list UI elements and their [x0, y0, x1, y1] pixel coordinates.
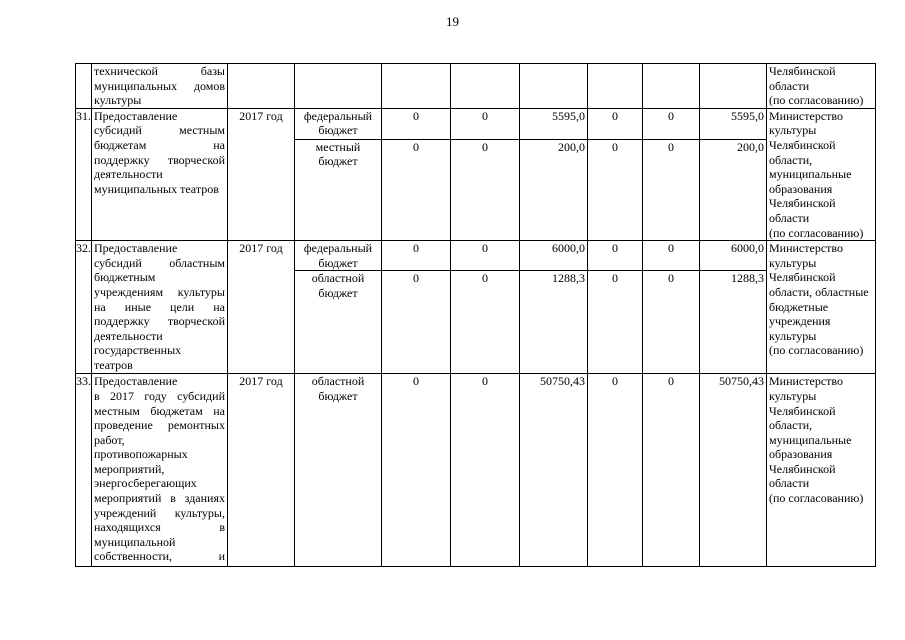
value-cell: 0 — [643, 241, 700, 271]
executor-cell: Челябинской области (по согласованию) — [767, 64, 876, 109]
value-cell: 0 — [588, 139, 643, 240]
value-cell: 0 — [451, 271, 520, 374]
executor-cell: Министерство культуры Челябинской области, муниципальные образования Челябинской области (по согласованию) — [767, 108, 876, 240]
value-cell: 50750,43 — [700, 374, 767, 567]
value-cell: 0 — [588, 241, 643, 271]
value-cell: 0 — [588, 108, 643, 139]
activity-name: Предоставление субсидий областным бюджетным учреждениям культуры на иные цели на поддержку творческой деятельности государственных театров — [92, 241, 228, 374]
row-number — [76, 64, 92, 109]
funding-source: местный бюджет — [295, 139, 382, 240]
value-cell: 1288,3 — [520, 271, 588, 374]
value-cell — [520, 64, 588, 109]
value-cell: 1288,3 — [700, 271, 767, 374]
activity-name: Предоставление в 2017 году субсидий местным бюджетам на проведение ремонтных работ, противопожарных мероприятий, энергосберегающих мероприятий в зданиях учреждений культуры, находящихся в муниципальной собственности, и — [92, 374, 228, 567]
executor-cell: Министерство культуры Челябинской области, муниципальные образования Челябинской области (по согласованию) — [767, 374, 876, 567]
table-row — [76, 374, 876, 567]
value-cell — [700, 64, 767, 109]
row-number: 32. — [76, 241, 92, 374]
year-cell — [228, 64, 295, 109]
funding-source: федеральный бюджет — [295, 108, 382, 139]
value-cell: 0 — [451, 241, 520, 271]
value-cell: 200,0 — [520, 139, 588, 240]
value-cell: 0 — [451, 108, 520, 139]
activity-name: технической базы муниципальных домов культуры — [92, 64, 228, 109]
value-cell: 5595,0 — [520, 108, 588, 139]
activity-name: Предоставление субсидий местным бюджетам на поддержку творческой деятельности муниципальных театров — [92, 108, 228, 240]
value-cell: 0 — [382, 108, 451, 139]
value-cell: 0 — [588, 374, 643, 567]
table-row — [76, 64, 876, 109]
executor-cell: Министерство культуры Челябинской области, областные бюджетные учреждения культуры (по согласованию) — [767, 241, 876, 374]
funding-source: областной бюджет — [295, 374, 382, 567]
value-cell — [588, 64, 643, 109]
value-cell: 0 — [451, 139, 520, 240]
value-cell: 200,0 — [700, 139, 767, 240]
value-cell — [382, 64, 451, 109]
value-cell: 0 — [588, 271, 643, 374]
year-cell: 2017 год — [228, 241, 295, 374]
funding-source — [295, 64, 382, 109]
funding-source: областной бюджет — [295, 271, 382, 374]
value-cell: 0 — [382, 139, 451, 240]
year-cell: 2017 год — [228, 108, 295, 240]
value-cell — [643, 64, 700, 109]
value-cell: 0 — [643, 374, 700, 567]
value-cell: 0 — [382, 374, 451, 567]
table-row — [76, 241, 876, 271]
row-number: 31. — [76, 108, 92, 240]
value-cell: 6000,0 — [520, 241, 588, 271]
value-cell — [451, 64, 520, 109]
value-cell: 6000,0 — [700, 241, 767, 271]
budget-table — [75, 63, 876, 567]
value-cell: 0 — [382, 271, 451, 374]
value-cell: 50750,43 — [520, 374, 588, 567]
funding-source: федеральный бюджет — [295, 241, 382, 271]
value-cell: 0 — [451, 374, 520, 567]
value-cell: 0 — [643, 108, 700, 139]
value-cell: 0 — [643, 139, 700, 240]
year-cell: 2017 год — [228, 374, 295, 567]
row-number: 33. — [76, 374, 92, 567]
value-cell: 5595,0 — [700, 108, 767, 139]
table-row — [76, 108, 876, 139]
value-cell: 0 — [382, 241, 451, 271]
value-cell: 0 — [643, 271, 700, 374]
page-number: 19 — [446, 14, 459, 29]
